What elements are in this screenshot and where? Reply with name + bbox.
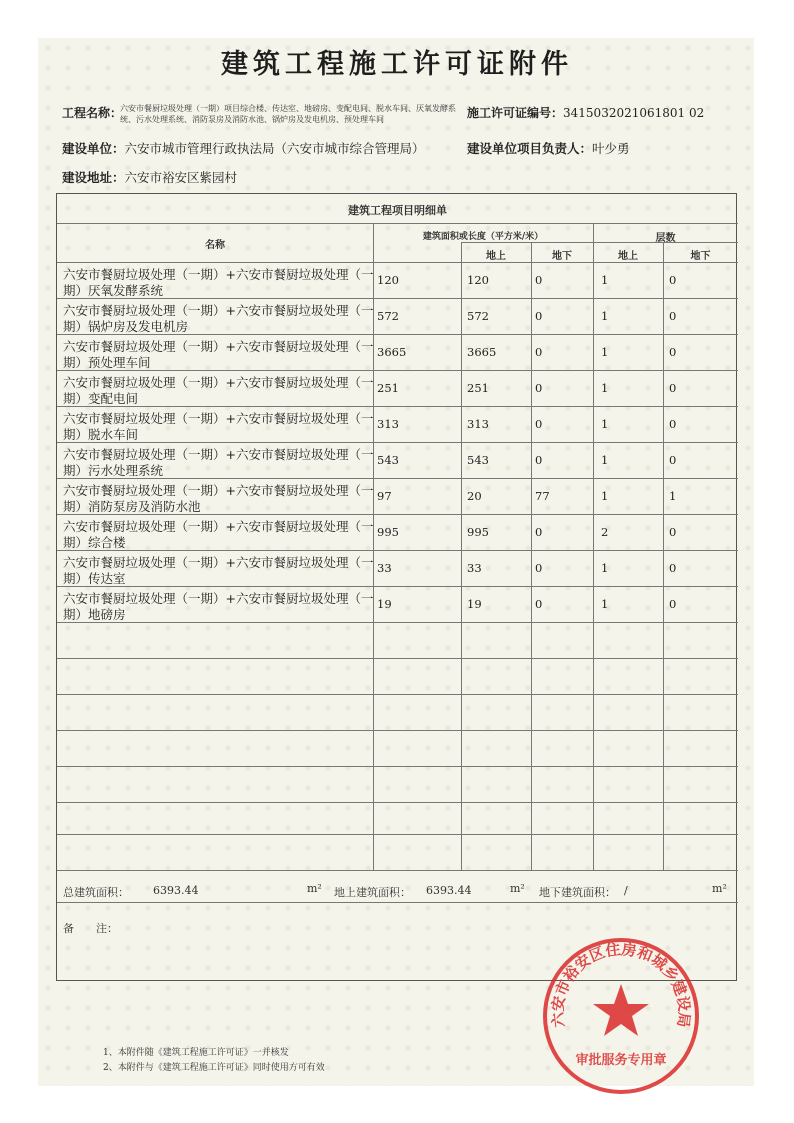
above-area-value: 6393.44 <box>426 884 472 897</box>
construction-unit: 建设单位：六安市城市管理行政执法局（六安市城市综合管理局） <box>62 141 425 156</box>
row-name: 六安市餐厨垃圾处理（一期）+六安市餐厨垃圾处理（一期）厌氧发酵系统 <box>63 267 374 298</box>
permit-number: 施工许可证编号：3415032021061801 02 <box>467 106 705 120</box>
row-name: 六安市餐厨垃圾处理（一期）+六安市餐厨垃圾处理（一期）锅炉房及发电机房 <box>63 303 374 334</box>
row-name: 六安市餐厨垃圾处理（一期）+六安市餐厨垃圾处理（一期）变配电间 <box>63 375 374 406</box>
seal-top-text: 六安市裕安区住房和城乡建设局 <box>548 940 694 1029</box>
project-name-label: 工程名称： <box>62 106 123 120</box>
col-floors-header: 层数 <box>655 233 676 244</box>
project-name-value: 六安市餐厨垃圾处理（一期）项目综合楼、传达室、地磅房、变配电间、脱水车间、厌氧发酵系统、污水处理系统、消防泵房及消防水池、锅炉房及发电机房、预处理车间 <box>120 104 456 124</box>
detail-table: 建筑工程项目明细单 名称 建筑面积或长度（平方米/米） 层数 地上 地下 地上 地下 六安市餐厨垃圾处理（一期）+六安市餐厨垃圾处理（一期）厌氧发酵系统 120 120 0 1 0 六安市餐厨垃圾处理（一期）+六安市餐厨垃圾处理（一期）锅炉房及发电机房 572 572 0 1 0 六安市餐厨垃圾处理（一期）+六安市餐厨垃圾处理（一期）预处理车间 3665 3665 0 1 0 六安市餐厨垃圾处理（一期）+六安市餐厨垃圾处理（一期）变配电间 251 251 0 1 0 六安市餐厨垃圾处理（一期）+六安市餐厨垃圾处理（一期）脱水车间 313 313 0 1 0 六安市餐厨垃圾处理（一期）+六安市餐厨垃圾处理（一期）污水处理系统 543 543 0 1 0 六安市餐厨垃圾处理（一期）+六安市餐厨垃圾处理（一期）消防泵房及消防水池 97 20 77 1 1 六安市餐厨垃圾处理（一期）+六安市餐厨垃圾处理（一期）综合楼 995 995 0 2 0 六安市餐厨垃圾处理（一期）+六安市餐厨垃圾处理（一期）传达室 33 33 0 1 0 六安市餐厨垃圾处理（一期）+六安市餐厨垃圾处理（一期）地磅房 19 19 0 1 0 总建筑面积： 6393.44 m² 地上建筑面积： 6393.44 m² 地下建筑面积： / m² 备 注： <box>56 193 737 981</box>
row-name: 六安市餐厨垃圾处理（一期）+六安市餐厨垃圾处理（一期）脱水车间 <box>63 411 374 442</box>
above-area-unit: m² <box>510 882 525 895</box>
col-name-header: 名称 <box>205 240 225 251</box>
sub-area-below: 地下 <box>552 251 572 262</box>
total-area-value: 6393.44 <box>153 884 199 897</box>
col-area-header: 建筑面积或长度（平方米/米） <box>422 232 544 242</box>
project-leader: 建设单位项目负责人：叶少勇 <box>467 141 630 156</box>
total-area-unit: m² <box>307 882 322 895</box>
row-name: 六安市餐厨垃圾处理（一期）+六安市餐厨垃圾处理（一期）污水处理系统 <box>63 447 374 478</box>
construction-address: 建设地址：六安市裕安区紫园村 <box>62 170 238 185</box>
remarks-label: 备 注： <box>63 922 118 935</box>
row-name: 六安市餐厨垃圾处理（一期）+六安市餐厨垃圾处理（一期）预处理车间 <box>63 339 374 370</box>
row-name: 六安市餐厨垃圾处理（一期）+六安市餐厨垃圾处理（一期）传达室 <box>63 555 374 586</box>
sub-area-above: 地上 <box>486 251 506 262</box>
total-area-label: 总建筑面积： <box>63 886 129 899</box>
official-seal <box>541 936 701 1096</box>
table-title: 建筑工程项目明细单 <box>348 204 447 217</box>
footnotes <box>103 1046 325 1076</box>
footnote-1: 1、本附件随《建筑工程施工许可证》一并核发 <box>103 1048 289 1058</box>
below-area-label: 地下建筑面积： <box>539 886 616 899</box>
footnote-2: 2、本附件与《建筑工程施工许可证》同时使用方可有效 <box>103 1063 325 1073</box>
row-name: 六安市餐厨垃圾处理（一期）+六安市餐厨垃圾处理（一期）消防泵房及消防水池 <box>63 483 374 514</box>
seal-bottom-text: 审批服务专用章 <box>575 1053 667 1068</box>
above-area-label: 地上建筑面积： <box>334 886 411 899</box>
below-area-value: / <box>624 884 628 897</box>
page-title: 建筑工程施工许可证附件 <box>221 49 573 80</box>
row-name: 六安市餐厨垃圾处理（一期）+六安市餐厨垃圾处理（一期）地磅房 <box>63 591 374 622</box>
sub-floors-above: 地上 <box>618 251 638 262</box>
sub-floors-below: 地下 <box>690 251 711 262</box>
below-area-unit: m² <box>712 882 727 895</box>
row-name: 六安市餐厨垃圾处理（一期）+六安市餐厨垃圾处理（一期）综合楼 <box>63 519 374 550</box>
